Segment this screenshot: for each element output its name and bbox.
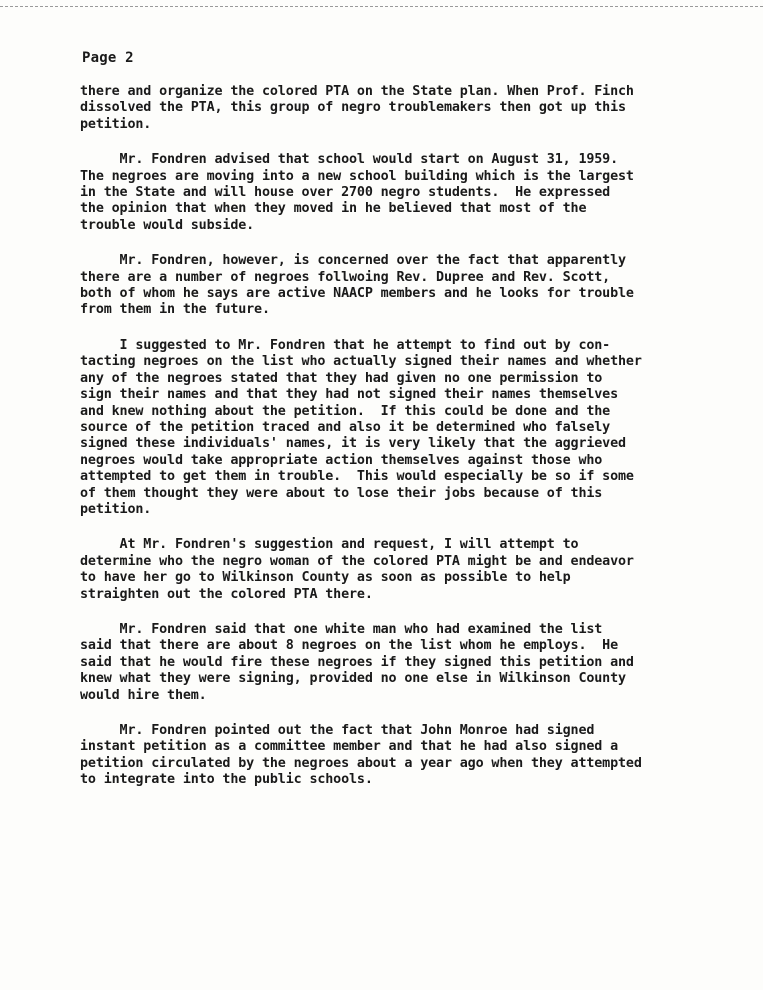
text-line: would hire them. xyxy=(80,687,207,703)
text-line: and knew nothing about the petition. If this could be done and the xyxy=(80,403,611,419)
text-line: attempted to get them in trouble. This would especially be so if some xyxy=(80,469,634,485)
text-line: said that there are about 8 negroes on the list whom he employs. He xyxy=(80,638,619,654)
text-line: the opinion that when they moved in he believed that most of the xyxy=(80,201,587,217)
paragraph-1 xyxy=(80,84,740,133)
paragraph-5 xyxy=(80,537,740,603)
text-line: Mr. Fondren pointed out the fact that John Monroe had signed xyxy=(80,723,595,738)
text-line: of them thought they were about to lose their jobs because of this xyxy=(80,485,603,501)
text-line: trouble would subside. xyxy=(80,217,255,233)
text-line: both of whom he says are active NAACP members and he looks for trouble xyxy=(80,286,634,302)
paragraph-3 xyxy=(80,253,740,319)
text-line: Mr. Fondren said that one white man who had examined the list xyxy=(80,621,603,637)
paragraph-4 xyxy=(80,338,740,518)
text-line: any of the negroes stated that they had given no one permission to xyxy=(80,370,603,386)
text-line: negroes would take appropriate action themselves against those who xyxy=(80,452,603,468)
paragraph-2 xyxy=(80,152,740,234)
page-top-border xyxy=(0,0,763,7)
text-line: signed these individuals' names, it is very likely that the aggrieved xyxy=(80,436,626,452)
text-line: tacting negroes on the list who actually signed their names and whether xyxy=(80,354,642,370)
text-line: petition. xyxy=(80,116,152,132)
paragraph-7 xyxy=(80,723,740,789)
text-line: from them in the future. xyxy=(80,302,270,318)
text-line: dissolved the PTA, this group of negro troublemakers then got up this xyxy=(80,100,626,116)
text-line: Mr. Fondren, however, is concerned over the fact that apparently xyxy=(80,253,626,269)
text-line: instant petition as a committee member and that he had also signed a xyxy=(80,739,619,755)
text-line: Mr. Fondren advised that school would start on August 31, 1959. xyxy=(80,152,619,168)
text-line: straighten out the colored PTA there. xyxy=(80,586,373,602)
text-line: petition. xyxy=(80,501,152,517)
text-line: there and organize the colored PTA on the State plan. When Prof. Finch xyxy=(80,84,634,99)
text-line: there are a number of negroes follwoing Rev. Dupree and Rev. Scott, xyxy=(80,269,611,285)
text-line: sign their names and that they had not signed their names themselves xyxy=(80,387,619,403)
page-number-label: Page 2 xyxy=(82,50,134,66)
text-line: determine who the negro woman of the colored PTA might be and endeavor xyxy=(80,553,634,569)
body-text xyxy=(80,84,740,808)
text-line: to have her go to Wilkinson County as soon as possible to help xyxy=(80,570,571,586)
text-line: knew what they were signing, provided no one else in Wilkinson County xyxy=(80,671,626,687)
text-line: petition circulated by the negroes about a year ago when they attempted xyxy=(80,755,642,771)
text-line: to integrate into the public schools. xyxy=(80,772,373,788)
text-line: said that he would fire these negroes if they signed this petition and xyxy=(80,654,634,670)
text-line: At Mr. Fondren's suggestion and request, I will attempt to xyxy=(80,537,579,553)
text-line: I suggested to Mr. Fondren that he attempt to find out by con- xyxy=(80,337,611,353)
text-line: source of the petition traced and also it be determined who falsely xyxy=(80,419,611,435)
text-line: in the State and will house over 2700 negro students. He expressed xyxy=(80,185,611,201)
text-line: The negroes are moving into a new school building which is the largest xyxy=(80,168,634,184)
paragraph-6 xyxy=(80,622,740,704)
